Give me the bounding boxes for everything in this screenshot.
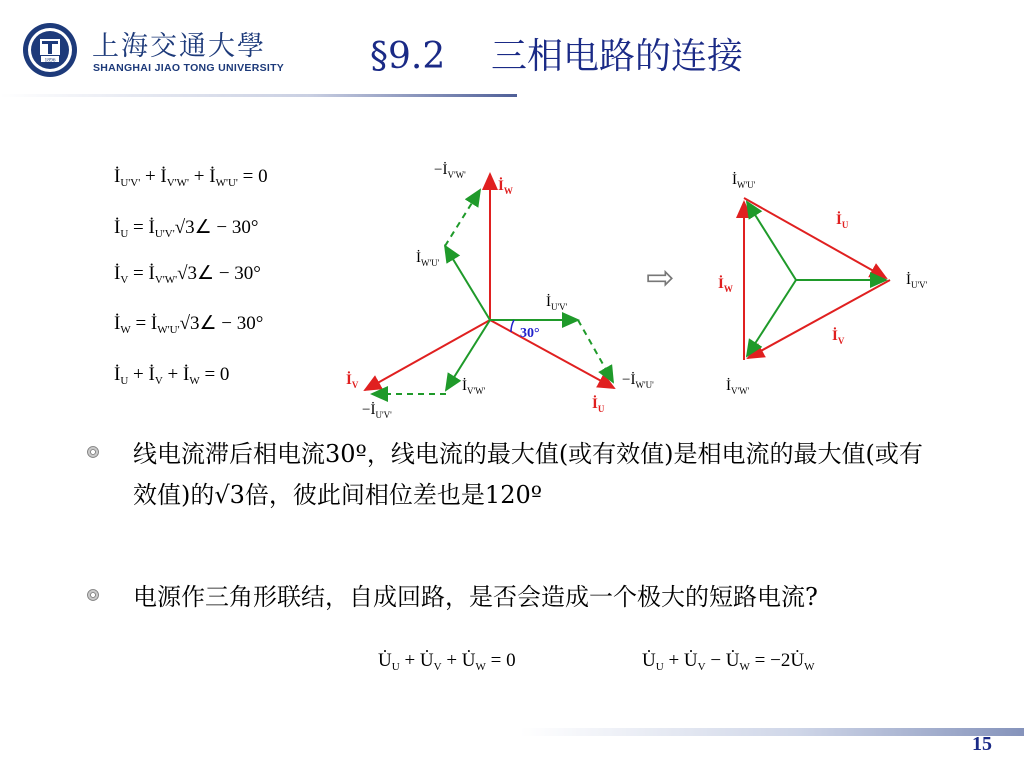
bullet-text-2: 电源作三角形联结，自成回路，是否会造成一个极大的短路电流? xyxy=(133,583,818,611)
school-name-cn: 上海交通大學 xyxy=(92,31,266,62)
label-right-IU: $İ_U$ xyxy=(836,212,849,230)
bottom-equation-2: $U̇_U$ + $U̇_V$ − $U̇_W$ = $-2U̇_W$ xyxy=(642,650,815,673)
footer-line xyxy=(520,728,1024,736)
label-IVW: $İ_{V'W'}$ xyxy=(462,378,486,396)
phasor-neg-IWU xyxy=(578,320,613,382)
phasor-diagram-left xyxy=(330,150,680,430)
label-IUV: $İ_{U'V'}$ xyxy=(546,294,568,312)
phasor-neg-IVW xyxy=(445,190,480,246)
label-IV: $İ_V$ xyxy=(346,372,359,390)
page-number: 15 xyxy=(972,733,992,755)
label-right-IW: $İ_W$ xyxy=(718,276,733,294)
school-name-en: SHANGHAI JIAO TONG UNIVERSITY xyxy=(93,62,285,74)
page-title: §9.2 三相电路的连接 xyxy=(370,36,744,77)
phasor-IU xyxy=(490,320,614,388)
bullet-text-1: 线电流滞后相电流30º，线电流的最大值(或有效值)是相电流的最大值(或有效值)的√3倍，彼此间相位差也是120º xyxy=(133,440,923,509)
angle-label: 30° xyxy=(520,326,540,341)
phasor-IWU xyxy=(445,246,490,320)
transition-arrow-icon: ⇨ xyxy=(646,258,675,298)
angle-arc xyxy=(511,320,514,332)
equation-5: $İ_U$ + $İ_V$ + $İ_W = 0$ xyxy=(114,364,230,387)
label-right-IUV: $İ_{U'V'}$ xyxy=(906,272,928,290)
label-neg-IVW: $-İ_{V'W'}$ xyxy=(434,162,466,180)
label-right-IWU: $İ_{W'U'}$ xyxy=(732,172,756,190)
label-right-IV: $İ_V$ xyxy=(832,328,845,346)
bottom-equation-1: $U̇_U$ + $U̇_V$ + $U̇_W = 0$ xyxy=(378,650,516,673)
equation-4: $İ_W$ = $İ_{W'U'}√3\angle - 30^\circ$ xyxy=(114,313,264,336)
label-IWU: $İ_{W'U'}$ xyxy=(416,250,440,268)
label-IU: $İ_U$ xyxy=(592,396,605,414)
label-neg-IUV: $-İ_{U'V'}$ xyxy=(362,402,392,420)
label-IW: $İ_W$ xyxy=(498,178,513,196)
title-underline xyxy=(0,94,517,97)
bullet-icon xyxy=(87,589,99,601)
university-logo-icon xyxy=(22,22,78,78)
logo-year: 1896 xyxy=(44,57,56,64)
equation-1: $İ_{U'V'}$ + $İ_{V'W'}$ + $İ_{W'U'} = 0$ xyxy=(114,166,268,189)
triangle-IU xyxy=(744,198,886,278)
phasor-diagram-right xyxy=(700,160,960,410)
equation-3: $İ_V$ = $İ_{V'W'}√3\angle - 30^\circ$ xyxy=(114,263,261,286)
label-neg-IWU: $-İ_{W'U'}$ xyxy=(622,372,654,390)
label-right-IVW: $İ_{V'W'}$ xyxy=(726,378,750,396)
phasor-IV xyxy=(365,320,490,390)
phasor-IVW xyxy=(446,320,490,390)
bullet-icon xyxy=(87,446,99,458)
equation-2: $İ_U$ = $İ_{U'V'}√3\angle - 30^\circ$ xyxy=(114,217,259,240)
triangle-IV xyxy=(748,280,890,358)
